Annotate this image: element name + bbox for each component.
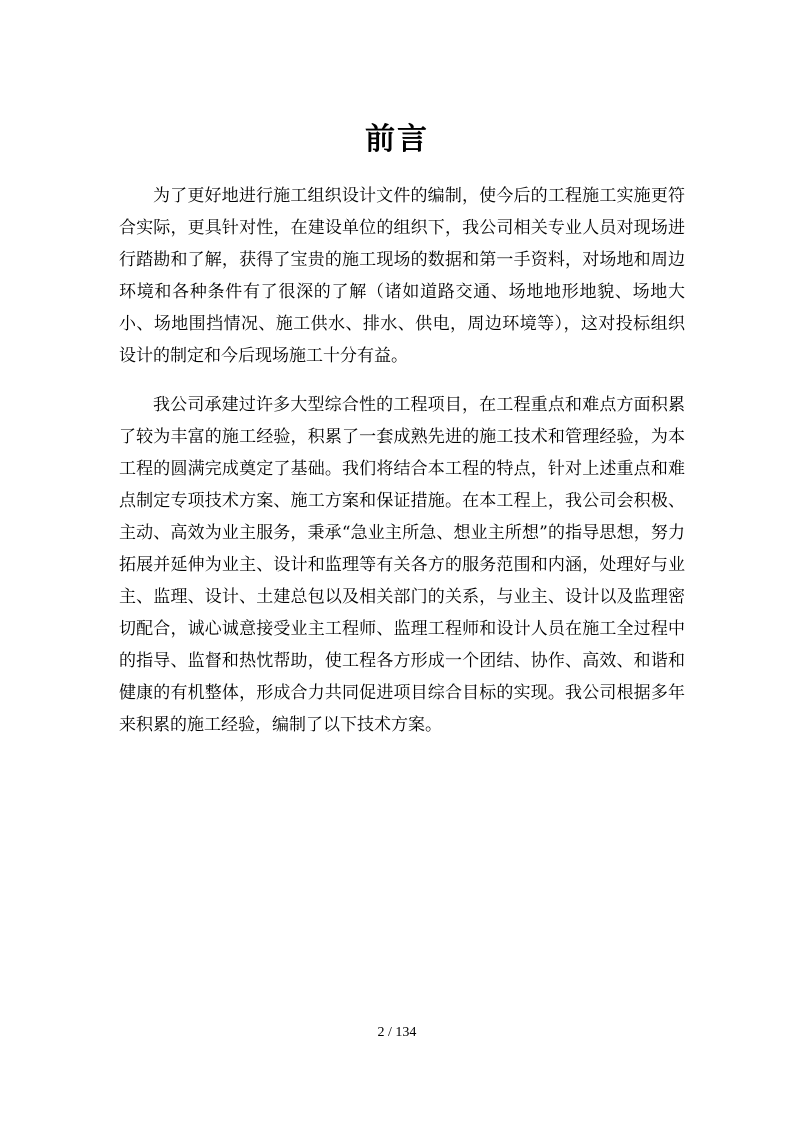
page-number: 2 / 134	[377, 1025, 417, 1040]
paragraph-2: 我公司承建过许多大型综合性的工程项目，在工程重点和难点方面积累了较为丰富的施工经验，积累了一套成熟先进的施工技术和管理经验，为本工程的圆满完成奠定了基础。我们将结合本工程的特点，针对上述重点和难点制定专项技术方案、施工方案和保证措施。在本工程上，我公司会积极、主动、高效为业主服务，秉承“急业主所急、想业主所想”的指导思想，努力拓展并延伸为业主、设计和监理等有关各方的服务范围和内涵，处理好与业主、监理、设计、土建总包以及相关部门的关系，与业主、设计以及监理密切配合，诚心诚意接受业主工程师、监理工程师和设计人员在施工全过程中的指导、监督和热忱帮助，使工程各方形成一个团结、协作、高效、和谐和健康的有机整体，形成合力共同促进项目综合目标的实现。我公司根据多年来积累的施工经验，编制了以下技术方案。	[119, 395, 685, 735]
paragraph-1: 为了更好地进行施工组织设计文件的编制，使今后的工程施工实施更符合实际，更具针对性，在建设单位的组织下，我公司相关专业人员对现场进行踏勘和了解，获得了宝贵的施工现场的数据和第一手资料，对场地和周边环境和各种条件有了很深的了解（诸如道路交通、场地地形地貌、场地大小、场地围挡情况、施工供水、排水、供电，周边环境等），这对投标组织设计的制定和今后现场施工十分有益。	[119, 186, 685, 366]
page-title: 前言	[365, 122, 429, 157]
